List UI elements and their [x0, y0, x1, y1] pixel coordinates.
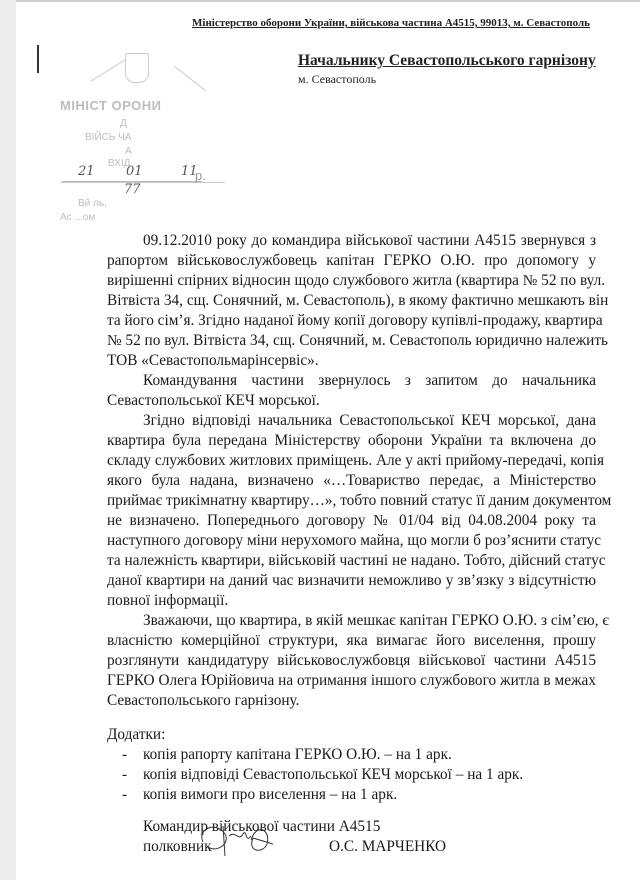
- body-line: та належність квартири, військовій частині не надано. Тобто, дійсний статус: [107, 552, 606, 569]
- stamp-line: [91, 59, 125, 81]
- body-line: № 52 по вул. Вітвіста 34, сщ. Сонячний, м. Севастополь юридично належить: [107, 332, 609, 349]
- body-line: 09.12.2010 року до командира військової частини А4515 звернувся з: [143, 232, 596, 249]
- body-line: Вітвіста 34, сщ. Сонячний, м. Севастополь), в якому фактично мешкають він: [107, 292, 609, 309]
- body-line: квартира була передана Міністерству оборони України та включена до: [107, 432, 596, 449]
- stamp-row: ВІЙСЬ ЧА: [85, 132, 132, 143]
- addressee-city: м. Севастополь: [298, 72, 377, 86]
- attachment-item: копія вимоги про виселення – на 1 арк.: [143, 786, 398, 803]
- body-line: Зважаючи, що квартира, в якій мешкає капітан ГЕРКО О.Ю. з сім’єю, є: [143, 612, 609, 629]
- stamp-number: 77: [124, 182, 141, 197]
- body-line: не визначено. Попереднього договору № 01/04 від 04.08.2004 року та: [107, 512, 596, 529]
- bullet: -: [122, 746, 128, 763]
- stamp-row: Вй ль,: [78, 198, 107, 209]
- body-line: приймає трикімнатну квартиру…», тобто повний статус її даним документом: [107, 492, 612, 509]
- body-line: Севастопольської КЕЧ морської.: [107, 392, 320, 409]
- handwritten-signature: [195, 812, 275, 862]
- signatory-position: Командир військової частини А4515: [143, 818, 381, 835]
- bullet: -: [122, 786, 128, 803]
- stamp-row: Ас ...ом: [60, 212, 96, 223]
- body-line: вирішенні спірних відносин щодо службового житла (квартира № 52 по вул.: [107, 272, 606, 289]
- stamp-row: ВХІД: [108, 158, 131, 169]
- body-line: даної квартири на даний час визначити неможливо у зв’язку з відсутністю: [107, 572, 596, 589]
- body-line: Згідно відповіді начальника Севастопольської КЕЧ морської, дана: [143, 412, 596, 429]
- letterhead: Міністерство оборони України, військова частина А4515, 99013, м. Севастополь: [192, 17, 590, 29]
- stamp-year: 11: [181, 164, 198, 179]
- stamp-row: А: [125, 146, 132, 157]
- margin-mark: [37, 45, 39, 73]
- stamp-line: [174, 66, 206, 91]
- stamp-org: МІНІСТ ОРОНИ: [60, 98, 162, 113]
- body-line: Командування частини звернулось з запитом до начальника: [143, 372, 596, 389]
- attachment-item: копія рапорту капітана ГЕРКО О.Ю. – на 1 арк.: [143, 746, 452, 763]
- body-line: складу службових житлових приміщень. Але у акті прийому-передачі, копія: [107, 452, 605, 469]
- body-line: рапортом військовослужбовець капітан ГЕРКО О.Ю. про допомогу у: [107, 252, 596, 269]
- body-line: повної інформації.: [107, 592, 229, 609]
- body-line: ТОВ «Севастопольмарінсервіс».: [107, 352, 319, 369]
- body-line: Севастопольського гарнізону.: [107, 692, 300, 709]
- body-line: ГЕРКО Олега Юрійовича на отримання іншого службового житла в межах: [107, 672, 596, 689]
- stamp-day: 21: [78, 164, 95, 179]
- stamp-year-suffix: р.: [195, 168, 206, 183]
- attachment-item: копія відповіді Севастопольської КЕЧ морської – на 1 арк.: [143, 766, 524, 783]
- body-line: власністю комерційної структури, яка вимагає його виселення, прошу: [107, 632, 596, 649]
- attachments-heading: Додатки:: [107, 726, 166, 743]
- bullet: -: [122, 766, 128, 783]
- body-line: наступного договору міни нерухомого майна, що могли б роз’яснити статус: [107, 532, 602, 549]
- signatory-name: О.С. МАРЧЕНКО: [329, 838, 447, 855]
- signatory-rank: полковник: [143, 838, 212, 855]
- stamp-month: 01: [126, 164, 143, 179]
- body-line: якого була надана, визначено «…Товариство передає, а Міністерство: [107, 472, 596, 489]
- addressee-title: Начальнику Севастопольського гарнізону: [298, 52, 596, 69]
- scan-top-edge: [16, 0, 640, 2]
- scan-edge: [0, 0, 16, 880]
- body-line: та його сім’я. Згідно наданої йому копії договору купівлі-продажу, квартира: [107, 312, 603, 329]
- body-line: розглянути кандидатуру військовослужбовця військової частини А4515: [107, 652, 596, 669]
- coat-of-arms-icon: [125, 53, 149, 83]
- stamp-row: Д: [120, 118, 127, 129]
